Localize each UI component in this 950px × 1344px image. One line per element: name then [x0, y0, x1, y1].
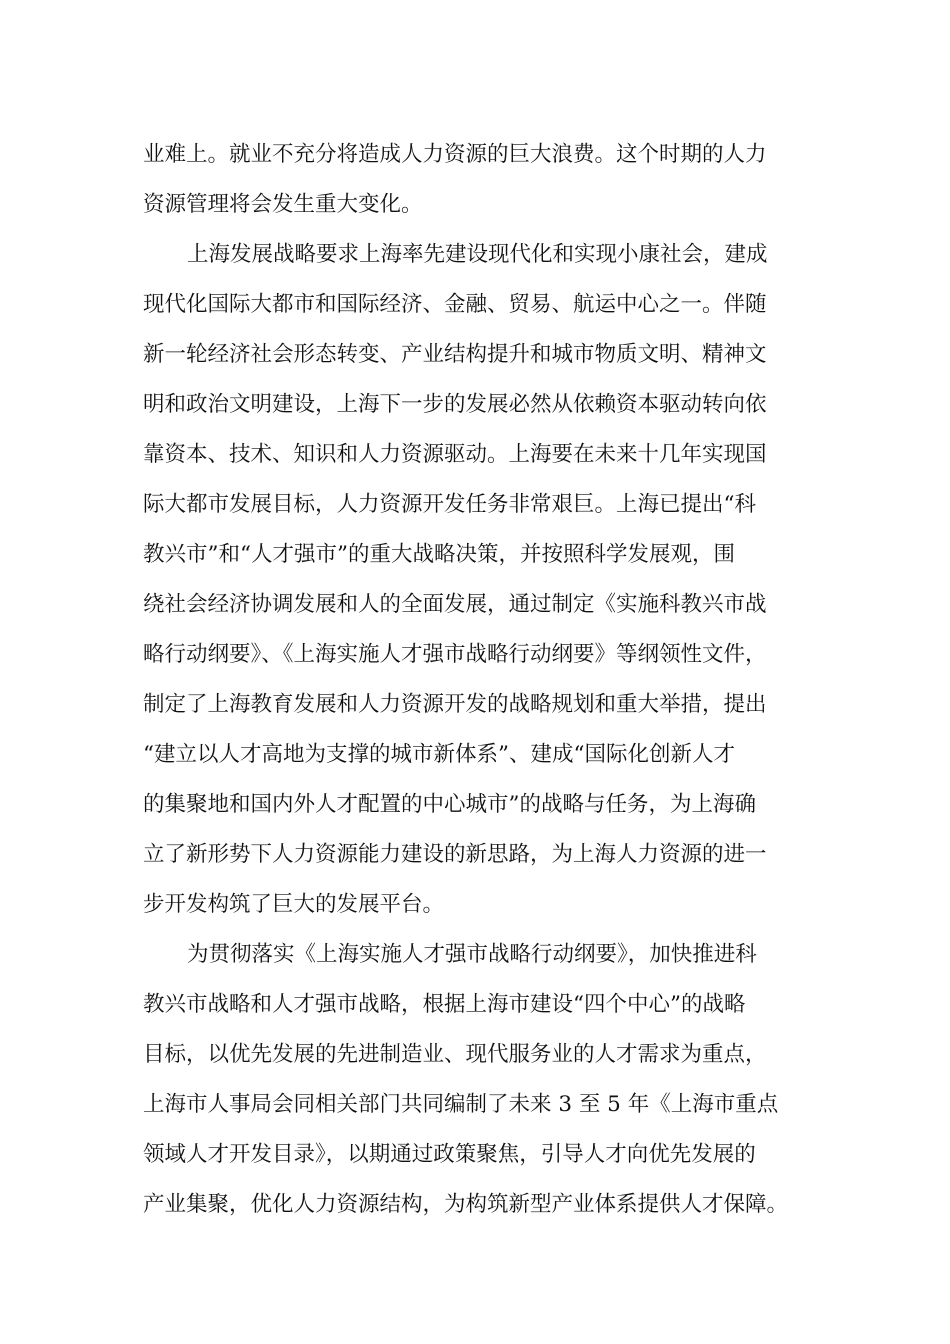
text-line: 上海市人事局会同相关部门共同编制了未来 3 至 5 年《上海市重点 [143, 1092, 779, 1117]
text-line: 立了新形势下人力资源能力建设的新思路，为上海人力资源的进一 [143, 842, 767, 867]
text-line: 略行动纲要》、《上海实施人才强市战略行动纲要》等纲领性文件， [143, 642, 767, 667]
text-line: 教兴市”和“人才强市”的重大战略决策，并按照科学发展观，围 [143, 542, 735, 567]
text-line: 靠资本、技术、知识和人力资源驱动。上海要在未来十几年实现国 [143, 442, 767, 467]
text-line: 现代化国际大都市和国际经济、金融、贸易、航运中心之一。伴随 [143, 292, 767, 317]
text-line: 明和政治文明建设，上海下一步的发展必然从依赖资本驱动转向依 [143, 392, 767, 417]
paragraph-start-line: 为贯彻落实《上海实施人才强市战略行动纲要》，加快推进科 [187, 942, 757, 967]
text-line: 教兴市战略和人才强市战略，根据上海市建设“四个中心”的战略 [143, 992, 746, 1017]
text-line: 制定了上海教育发展和人力资源开发的战略规划和重大举措，提出 [143, 692, 767, 717]
paragraph-start-line: 上海发展战略要求上海率先建设现代化和实现小康社会，建成 [187, 242, 768, 267]
text-line: “建立以人才高地为支撑的城市新体系”、建成“国际化创新人才 [143, 742, 735, 767]
text-line: 步开发构筑了巨大的发展平台。 [143, 892, 445, 917]
text-line: 际大都市发展目标，人力资源开发任务非常艰巨。上海已提出“科 [143, 492, 756, 517]
text-line: 资源管理将会发生重大变化。 [143, 192, 423, 217]
text-line: 目标，以优先发展的先进制造业、现代服务业的人才需求为重点， [143, 1042, 767, 1067]
text-line: 产业集聚，优化人力资源结构，为构筑新型产业体系提供人才保障。 [143, 1192, 789, 1217]
text-line: 绕社会经济协调发展和人的全面发展，通过制定《实施科教兴市战 [143, 592, 767, 617]
text-line: 的集聚地和国内外人才配置的中心城市”的战略与任务，为上海确 [143, 792, 756, 817]
text-line: 业难上。就业不充分将造成人力资源的巨大浪费。这个时期的人力 [143, 142, 767, 167]
text-line: 新一轮经济社会形态转变、产业结构提升和城市物质文明、精神文 [143, 342, 767, 367]
text-line: 领域人才开发目录》，以期通过政策聚焦，引导人才向优先发展的 [143, 1142, 756, 1167]
